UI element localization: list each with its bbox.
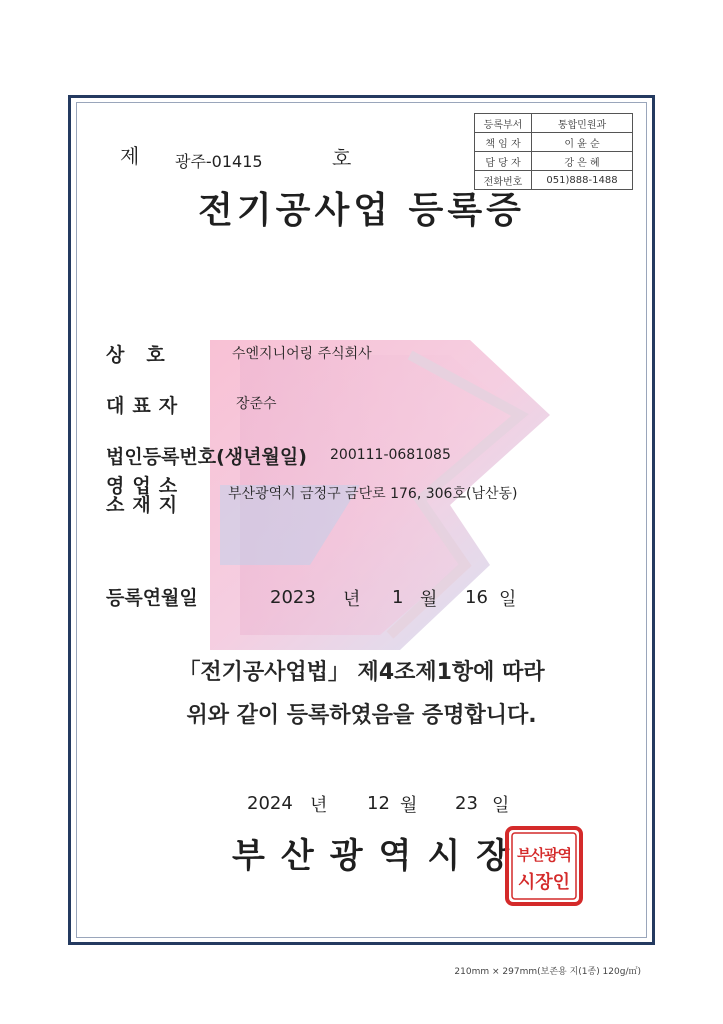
info-value: 강 은 혜 [532,152,633,171]
issue-day-unit: 일 [492,795,510,816]
table-row [475,133,633,152]
company-value: 수엔지니어링 주식회사 [232,346,372,362]
info-key: 책 임 자 [475,133,532,152]
info-key: 담 당 자 [475,152,532,171]
address-label-2: 소재지 [106,494,186,516]
issue-day: 23 [455,793,478,814]
registration-year: 2023 [270,587,316,608]
paper-spec-footer: 210mm × 297mm(보존용 지(1종) 120g/㎡) [454,967,641,977]
table-row [475,114,633,133]
document-title: 전기공사업 등록증 [198,189,525,231]
corp-number-value: 200111-0681085 [330,447,451,463]
registration-day-unit: 일 [499,589,517,610]
address-label-1: 영업소 [106,475,186,497]
table-row [475,152,633,171]
issue-year-unit: 년 [310,795,328,816]
representative-value: 장준수 [236,396,277,412]
info-value: 이 윤 순 [532,133,633,152]
statement-line-1: 「전기공사업법」 제4조제1항에 따라 [178,660,545,685]
official-seal [505,826,583,906]
info-key: 등록부서 [475,114,532,133]
registration-number: 광주-01415 [175,152,263,171]
number-suffix: 호 [332,146,352,170]
issue-year: 2024 [247,793,293,814]
representative-label: 대표자 [106,395,186,417]
registration-date-label: 등록연월일 [106,587,198,609]
address-value: 부산광역시 금정구 금단로 176, 306호(남산동) [228,486,518,502]
corp-number-label: 법인등록번호(생년월일) [106,446,307,468]
issue-month-unit: 월 [400,795,418,816]
registration-day: 16 [465,587,488,608]
info-key: 전화번호 [475,171,532,190]
registration-month-unit: 월 [420,589,438,610]
statement-line-2: 위와 같이 등록하였음을 증명합니다. [186,703,537,728]
issuer-name: 부산광역시장 [232,836,526,876]
registration-month: 1 [392,587,404,608]
svg-text:시장인: 시장인 [517,872,571,893]
department-info-table [474,113,633,190]
number-prefix: 제 [120,144,142,168]
svg-text:부산광역: 부산광역 [517,846,571,864]
info-value: 통합민원과 [532,114,633,133]
info-value: 051)888-1488 [532,171,633,190]
registration-year-unit: 년 [343,589,361,610]
issue-month: 12 [367,793,390,814]
company-label: 상호 [106,344,187,366]
